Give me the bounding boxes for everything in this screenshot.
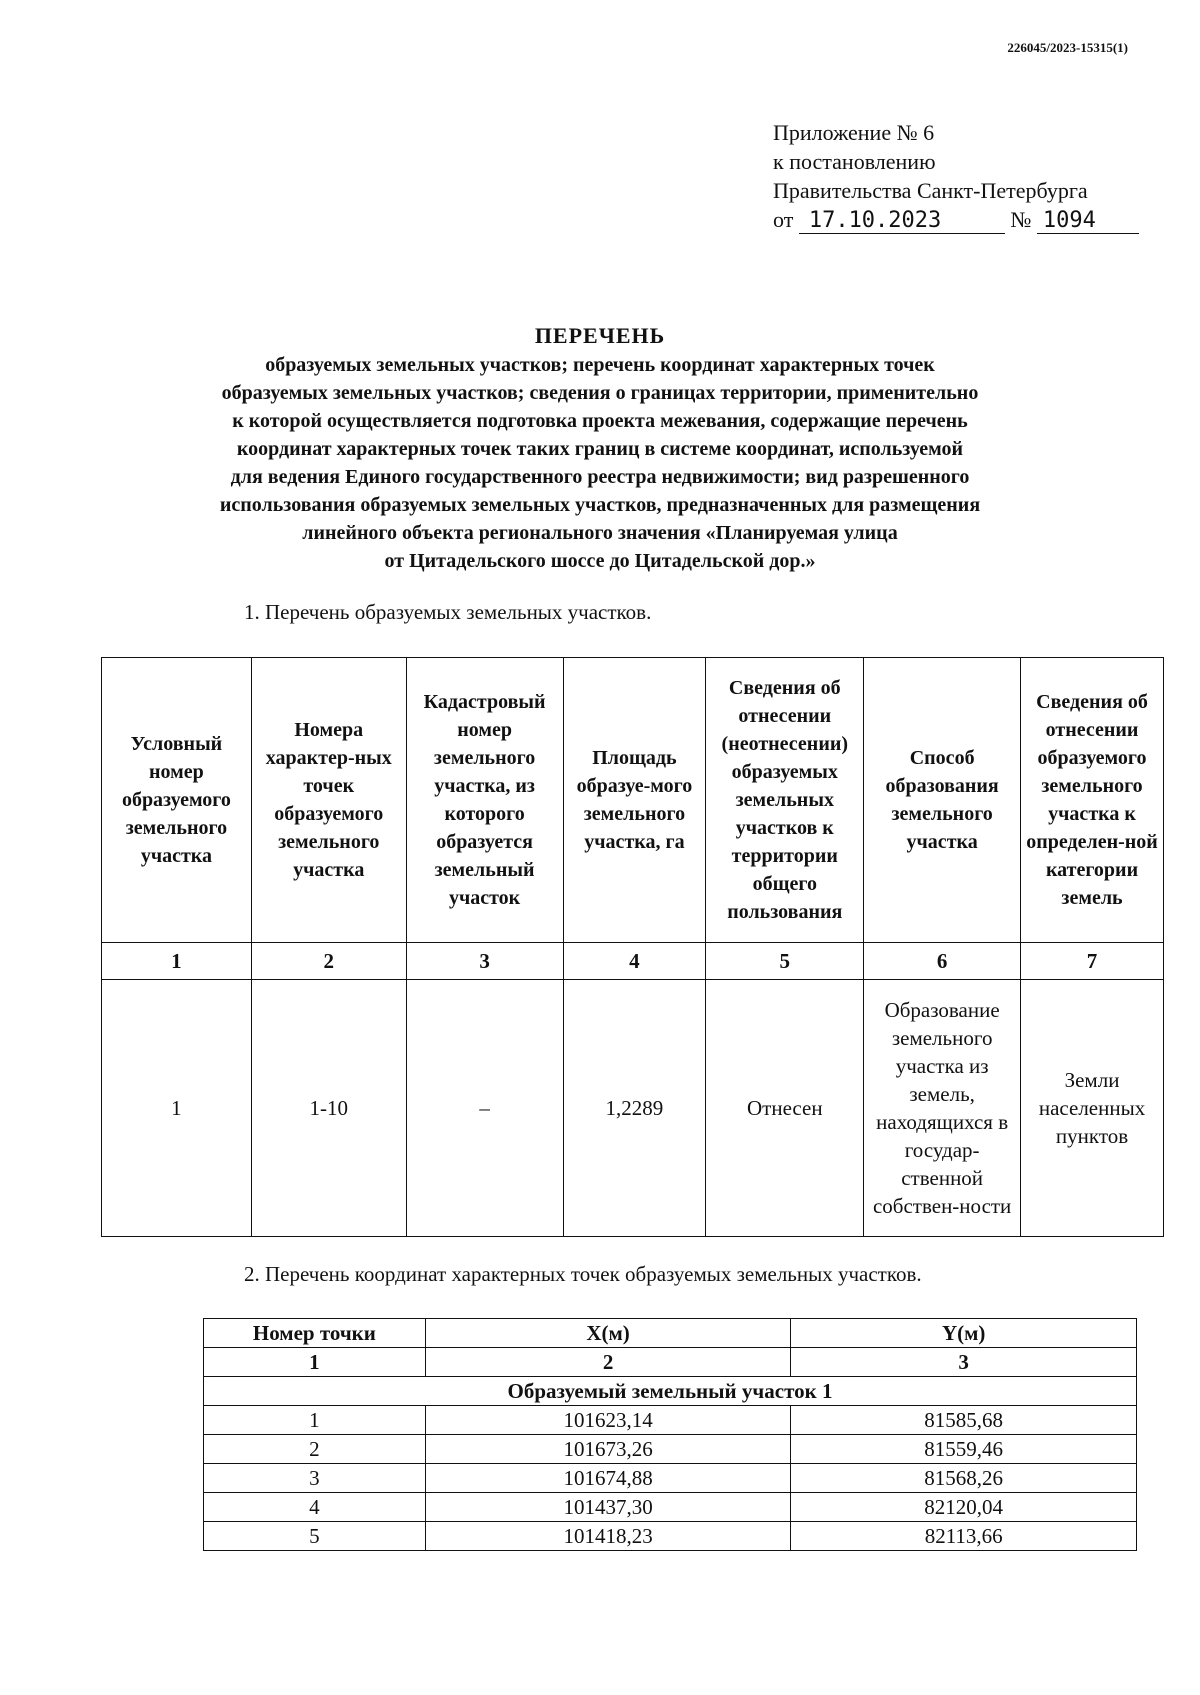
column-number: 1 <box>102 943 252 980</box>
table-row <box>204 1406 1137 1435</box>
point-number: 1 <box>204 1406 426 1435</box>
heading-line: образуемых земельных участков; перечень координат характерных точек <box>265 354 935 376</box>
y-coordinate: 81585,68 <box>791 1406 1137 1435</box>
document-heading <box>0 323 1200 575</box>
heading-line: образуемых земельных участков; сведения о границах территории, применительно <box>221 382 979 404</box>
table-row <box>204 1464 1137 1493</box>
column-header: X(м) <box>425 1319 791 1348</box>
table-row <box>204 1522 1137 1551</box>
appendix-line-2: к постановлению <box>773 149 936 174</box>
section-2-title: 2. Перечень координат характерных точек образуемых земельных участков. <box>244 1262 922 1286</box>
from-label: от <box>773 207 794 232</box>
column-header: Y(м) <box>791 1319 1137 1348</box>
column-header: Условный номер образуемого земельного участка <box>102 658 252 943</box>
column-number: 5 <box>706 943 864 980</box>
heading-line: для ведения Единого государственного реестра недвижимости; вид разрешенного <box>230 466 970 488</box>
land-plots-table <box>101 657 1164 1237</box>
heading-line: линейного объекта регионального значения «Планируемая улица <box>302 522 898 544</box>
point-number: 5 <box>204 1522 426 1551</box>
appendix-line-1: Приложение № 6 <box>773 120 935 145</box>
x-coordinate: 101437,30 <box>425 1493 791 1522</box>
appendix-line-3: Правительства Санкт-Петербурга <box>773 178 1088 203</box>
column-number: 2 <box>425 1348 791 1377</box>
table-row <box>102 980 1164 1237</box>
group-row <box>204 1377 1137 1406</box>
point-number: 4 <box>204 1493 426 1522</box>
y-coordinate: 81568,26 <box>791 1464 1137 1493</box>
appendix-date-line <box>773 205 1139 234</box>
heading-line: координат характерных точек таких границ в системе координат, используемой <box>236 438 964 460</box>
x-coordinate: 101674,88 <box>425 1464 791 1493</box>
x-coordinate: 101673,26 <box>425 1435 791 1464</box>
heading-line: к которой осуществляется подготовка проекта межевания, содержащие перечень <box>232 410 968 432</box>
y-coordinate: 81559,46 <box>791 1435 1137 1464</box>
column-number: 3 <box>791 1348 1137 1377</box>
column-header: Площадь образуе-мого земельного участка, га <box>563 658 706 943</box>
point-numbers: 1-10 <box>251 980 406 1237</box>
column-number: 1 <box>204 1348 426 1377</box>
column-number: 6 <box>864 943 1021 980</box>
x-coordinate: 101623,14 <box>425 1406 791 1435</box>
column-header: Номера характер-ных точек образуемого земельного участка <box>251 658 406 943</box>
column-header: Номер точки <box>204 1319 426 1348</box>
column-header: Сведения об отнесении образуемого земельного участка к определен-ной категории земель <box>1021 658 1164 943</box>
table-row <box>204 1435 1137 1464</box>
column-number-row <box>102 943 1164 980</box>
column-number: 3 <box>406 943 563 980</box>
formation-method: Образование земельного участка из земель, находящихся в государ-ственной собствен-ности <box>864 980 1021 1237</box>
column-number: 4 <box>563 943 706 980</box>
resolution-date: 17.10.2023 <box>799 209 1005 234</box>
plot-number: 1 <box>102 980 252 1237</box>
public-use-status: Отнесен <box>706 980 864 1237</box>
cadastral-number: – <box>406 980 563 1237</box>
land-category: Земли населенных пунктов <box>1021 980 1164 1237</box>
y-coordinate: 82113,66 <box>791 1522 1137 1551</box>
column-number-row <box>204 1348 1137 1377</box>
column-header: Сведения об отнесении (неотнесении) образуемых земельных участков к территории общего пользования <box>706 658 864 943</box>
document-id: 226045/2023-15315(1) <box>1007 40 1128 55</box>
table-header-row <box>204 1319 1137 1348</box>
coordinates-table <box>203 1318 1137 1551</box>
table-header-row <box>102 658 1164 943</box>
column-number: 7 <box>1021 943 1164 980</box>
x-coordinate: 101418,23 <box>425 1522 791 1551</box>
y-coordinate: 82120,04 <box>791 1493 1137 1522</box>
group-title: Образуемый земельный участок 1 <box>204 1377 1137 1406</box>
column-header: Кадастровый номер земельного участка, из которого образуется земельный участок <box>406 658 563 943</box>
appendix-block <box>773 118 1139 234</box>
column-number: 2 <box>251 943 406 980</box>
heading-line: от Цитадельского шоссе до Цитадельской дор.» <box>384 550 816 572</box>
section-1-title: 1. Перечень образуемых земельных участков. <box>244 600 652 624</box>
heading-title: ПЕРЕЧЕНЬ <box>534 323 666 348</box>
point-number: 3 <box>204 1464 426 1493</box>
heading-line: использования образуемых земельных участков, предназначенных для размещения <box>219 494 981 516</box>
table-row <box>204 1493 1137 1522</box>
number-label: № <box>1010 207 1032 232</box>
plot-area: 1,2289 <box>563 980 706 1237</box>
column-header: Способ образования земельного участка <box>864 658 1021 943</box>
resolution-number: 1094 <box>1037 209 1139 234</box>
point-number: 2 <box>204 1435 426 1464</box>
